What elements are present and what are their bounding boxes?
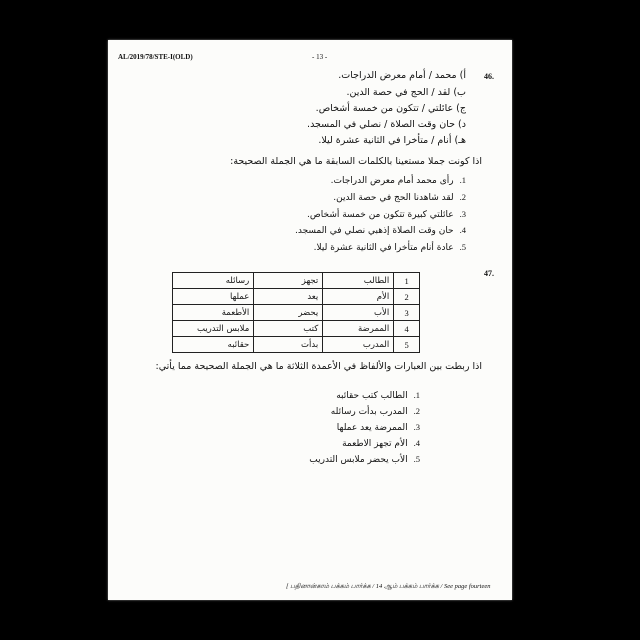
option-text: رأى محمد أمام معرض الدراجات. [330,176,454,186]
table-cell: يحضر [254,305,323,321]
q46-option[interactable] [331,175,466,186]
table-cell: الأب [323,305,394,321]
table-cell: الأم [323,289,394,305]
q46-item-e: هـ) أنام / متأخرا في الثانية عشرة ليلا. [318,135,466,146]
q47-question: اذا ربطت بين العبارات والألفاظ في الأعمدة الثلاثة ما هي الجملة الصحيحة مما يأتي: [155,361,482,372]
q46-option[interactable] [314,242,466,253]
option-text: المدرب بدأت رسائله [330,407,408,417]
q46-option[interactable] [307,209,466,220]
option-text: الممرضة يعد عملها [336,423,408,433]
row-number: 3 [394,305,420,321]
q47-option[interactable] [336,390,420,401]
option-text: لقد شاهدنا الحج في حصة الدين. [333,193,454,203]
option-number: 5. [413,454,420,464]
table-row [173,305,420,321]
q47-option[interactable] [309,454,420,465]
question-46-number: 46. [484,72,494,81]
page-footer: [ பதினான்காம் பக்கம் பார்க்க / 14 ஆம் பக்கம் பார்க்க / See page fourteen [286,583,491,590]
option-number: 1. [413,390,420,400]
exam-code: AL/2019/78/STE-I(OLD) [118,53,193,61]
table-cell: يعد [254,289,323,305]
table-row [173,289,420,305]
q46-option[interactable] [333,192,466,203]
q47-option[interactable] [331,406,420,417]
table-cell: بدأت [254,337,323,353]
table-cell: ملابس التدريب [173,321,254,337]
option-number: 5. [459,242,466,252]
q46-option[interactable] [295,225,466,236]
table-cell: الطالب [323,273,394,289]
q46-item-a: أ) محمد / أمام معرض الدراجات. [338,70,466,81]
option-number: 3. [413,422,420,432]
option-text: الطالب كتب حقائبه [336,391,408,401]
option-text: الأم تجهز الاطعمة [342,439,408,449]
table-cell: المدرب [323,337,394,353]
q47-option[interactable] [337,422,420,433]
row-number: 1 [394,273,420,289]
table-cell: عملها [173,289,254,305]
option-number: 4. [459,225,466,235]
row-number: 2 [394,289,420,305]
q46-question: اذا كونت جملا مستعينا بالكلمات السابقة ما هي الجملة الصحيحة: [230,156,482,167]
table-row [173,273,420,289]
option-text: عادة أنام متأخرا في الثانية عشرة ليلا. [313,243,454,253]
page-number: - 13 - [312,53,328,61]
question-47-number: 47. [484,269,494,278]
option-text: حان وقت الصلاة إذهبي نصلي في المسجد. [294,226,454,236]
option-number: 2. [413,406,420,416]
option-text: الأب يحضر ملابس التدريب [309,455,408,465]
option-number: 4. [413,438,420,448]
option-number: 2. [459,192,466,202]
option-text: عائلتي كبيرة تتكون من خمسة أشخاص. [307,210,454,220]
q46-item-c: ج) عائلتي / تتكون من خمسة أشخاص. [315,103,466,114]
table-cell: الممرضة [323,321,394,337]
table-row [173,337,420,353]
q46-item-b: ب) لقد / الحج في حصة الدين. [346,87,466,98]
table-cell: رسائله [173,273,254,289]
table-row [173,321,420,337]
table-cell: كتب [254,321,323,337]
table-cell: تجهز [254,273,323,289]
word-columns-table [172,272,420,353]
row-number: 4 [394,321,420,337]
q46-item-d: د) حان وقت الصلاة / نصلي في المسجد. [307,119,466,130]
row-number: 5 [394,337,420,353]
table-cell: حقائبه [173,337,254,353]
exam-page [108,40,512,600]
option-number: 3. [459,209,466,219]
option-number: 1. [459,175,466,185]
q47-option[interactable] [342,438,420,449]
table-cell: الأطعمة [173,305,254,321]
